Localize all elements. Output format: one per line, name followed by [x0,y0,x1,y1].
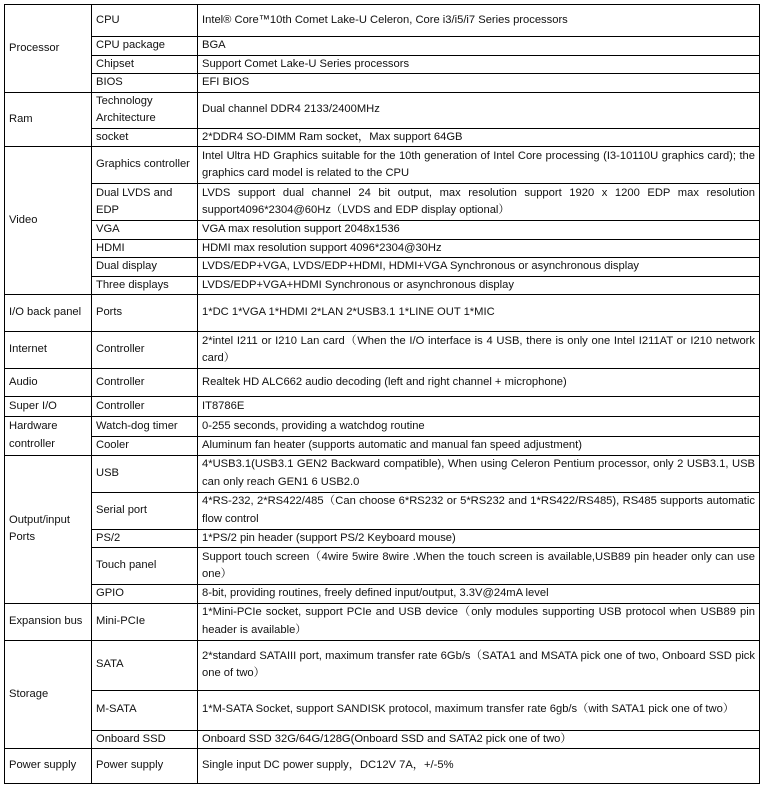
table-row [5,548,760,585]
item-cell: Controller [92,369,198,397]
table-row [5,417,760,437]
value-cell: 2*intel I211 or I210 Lan card（When the I/O interface is 4 USB, there is only one Intel I211AT or I210 network card） [198,332,760,369]
table-row [5,332,760,369]
item-cell: BIOS [92,74,198,93]
spec-table-body [5,5,760,784]
value-cell: Intel® Core™10th Comet Lake-U Celeron, Core i3/i5/i7 Series processors [198,5,760,37]
value-cell: LVDS/EDP+VGA+HDMI Synchronous or asynchronous display [198,276,760,295]
value-cell: Intel Ultra HD Graphics suitable for the 10th generation of Intel Core processing (I3-10110U graphics card); the graphics card model is related to the CPU [198,147,760,184]
value-cell: VGA max resolution support 2048x1536 [198,221,760,240]
item-cell: Cooler [92,437,198,456]
item-cell: Controller [92,332,198,369]
item-cell: Dual LVDS and EDP [92,184,198,221]
value-cell: 1*Mini-PCIe socket, support PCIe and USB device（only modules supporting USB protocol when USB89 pin header is available） [198,603,760,640]
item-cell: Ports [92,295,198,332]
table-row [5,749,760,784]
item-cell: M-SATA [92,690,198,730]
item-cell: Controller [92,397,198,417]
spec-table [4,4,760,784]
item-cell: Power supply [92,749,198,784]
category-cell: Super I/O [5,397,92,417]
category-cell: Ram [5,92,92,147]
table-row [5,147,760,184]
value-cell: Support touch screen（4wire 5wire 8wire .When the touch screen is available,USB89 pin header only can use one） [198,548,760,585]
value-cell: IT8786E [198,397,760,417]
item-cell: SATA [92,640,198,690]
table-row [5,585,760,604]
category-cell: Expansion bus [5,603,92,640]
category-cell: Output/input Ports [5,455,92,603]
value-cell: BGA [198,37,760,56]
value-cell: LVDS/EDP+VGA, LVDS/EDP+HDMI, HDMI+VGA Synchronous or asynchronous display [198,258,760,277]
value-cell: Realtek HD ALC662 audio decoding (left and right channel + microphone) [198,369,760,397]
item-cell: PS/2 [92,529,198,548]
value-cell: 4*RS-232, 2*RS422/485（Can choose 6*RS232 or 5*RS232 and 1*RS422/RS485), RS485 supports automatic flow control [198,492,760,529]
item-cell: Serial port [92,492,198,529]
item-cell: Mini-PCIe [92,603,198,640]
category-cell: Power supply [5,749,92,784]
category-cell: Video [5,147,92,295]
table-row [5,92,760,128]
item-cell: Chipset [92,55,198,74]
item-cell: socket [92,128,198,147]
item-cell: CPU [92,5,198,37]
value-cell: 4*USB3.1(USB3.1 GEN2 Backward compatible), When using Celeron Pentium processor, only 2 USB3.1, USB can only reach GEN1 6 USB2.0 [198,455,760,492]
item-cell: Three displays [92,276,198,295]
table-row [5,603,760,640]
item-cell: GPIO [92,585,198,604]
table-row [5,276,760,295]
value-cell: 1*PS/2 pin header (support PS/2 Keyboard mouse) [198,529,760,548]
item-cell: CPU package [92,37,198,56]
table-row [5,5,760,37]
value-cell: Single input DC power supply，DC12V 7A，+/-5% [198,749,760,784]
table-row [5,397,760,417]
value-cell: Aluminum fan heater (supports automatic and manual fan speed adjustment) [198,437,760,456]
table-row [5,258,760,277]
category-cell: Processor [5,5,92,93]
value-cell: Onboard SSD 32G/64G/128G(Onboard SSD and SATA2 pick one of two） [198,730,760,749]
table-row [5,37,760,56]
item-cell: Technology Architecture [92,92,198,128]
table-row [5,128,760,147]
value-cell: Dual channel DDR4 2133/2400MHz [198,92,760,128]
value-cell: 1*M-SATA Socket, support SANDISK protocol, maximum transfer rate 6gb/s（with SATA1 pick one of two） [198,690,760,730]
table-row [5,239,760,258]
category-cell: I/O back panel [5,295,92,332]
category-cell: Hardware controller [5,417,92,456]
table-row [5,184,760,221]
item-cell: Touch panel [92,548,198,585]
table-row [5,437,760,456]
item-cell: USB [92,455,198,492]
value-cell: 0-255 seconds, providing a watchdog routine [198,417,760,437]
item-cell: HDMI [92,239,198,258]
table-row [5,730,760,749]
value-cell: EFI BIOS [198,74,760,93]
value-cell: 1*DC 1*VGA 1*HDMI 2*LAN 2*USB3.1 1*LINE OUT 1*MIC [198,295,760,332]
table-row [5,369,760,397]
category-cell: Audio [5,369,92,397]
item-cell: Watch-dog timer [92,417,198,437]
item-cell: VGA [92,221,198,240]
value-cell: 2*DDR4 SO-DIMM Ram socket，Max support 64GB [198,128,760,147]
value-cell: HDMI max resolution support 4096*2304@30Hz [198,239,760,258]
table-row [5,690,760,730]
item-cell: Dual display [92,258,198,277]
value-cell: 8-bit, providing routines, freely defined input/output, 3.3V@24mA level [198,585,760,604]
table-row [5,640,760,690]
category-cell: Internet [5,332,92,369]
table-row [5,74,760,93]
table-row [5,492,760,529]
value-cell: LVDS support dual channel 24 bit output, max resolution support 1920 x 1200 EDP max resolution support4096*2304@60Hz（LVDS and EDP display optional） [198,184,760,221]
table-row [5,221,760,240]
category-cell: Storage [5,640,92,749]
table-row [5,55,760,74]
value-cell: 2*standard SATAIII port, maximum transfer rate 6Gb/s（SATA1 and MSATA pick one of two, Onboard SSD pick one of two） [198,640,760,690]
table-row [5,295,760,332]
item-cell: Onboard SSD [92,730,198,749]
table-row [5,529,760,548]
table-row [5,455,760,492]
value-cell: Support Comet Lake-U Series processors [198,55,760,74]
item-cell: Graphics controller [92,147,198,184]
